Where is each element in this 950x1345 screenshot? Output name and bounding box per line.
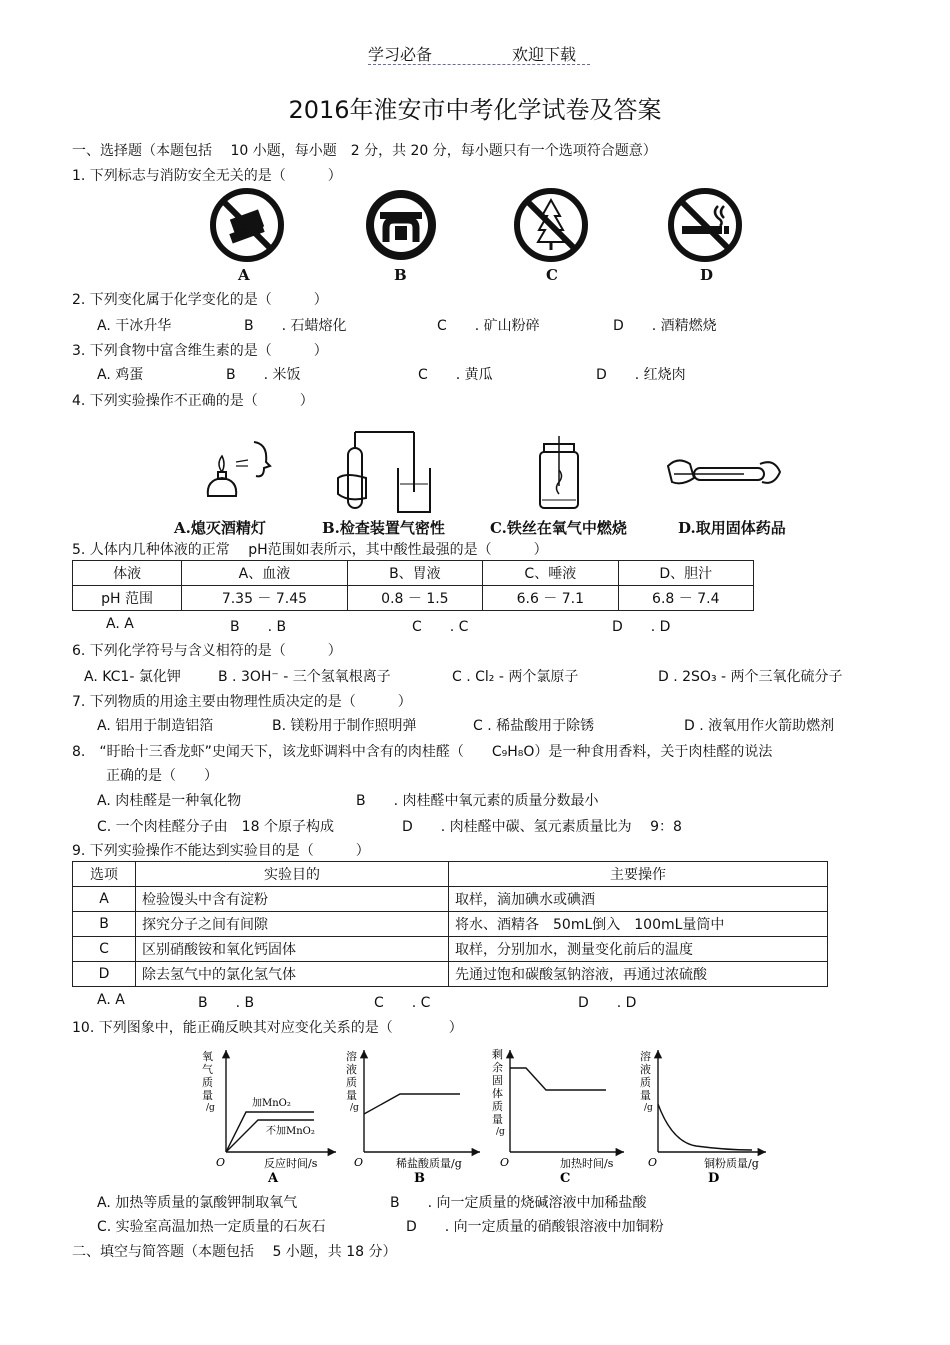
question-10-stem: 10. 下列图象中，能正确反映其对应变化关系的是（ ） bbox=[72, 1020, 463, 1036]
graph-d-xlabel: 铜粉质量/g bbox=[704, 1157, 759, 1170]
question-8-stem-cont: 正确的是（ ） bbox=[106, 768, 218, 784]
q7-option-b: B. 镁粉用于制作照明弹 bbox=[272, 718, 417, 734]
graph-c-ylabel-1: 剩 bbox=[492, 1048, 503, 1061]
table-cell: B bbox=[73, 912, 136, 937]
no-smoking-icon bbox=[666, 186, 744, 264]
graph-b-origin: O bbox=[354, 1156, 364, 1169]
sign-label-d: D bbox=[700, 266, 714, 284]
table-cell: pH 范围 bbox=[73, 586, 182, 611]
table-cell: 6.6 － 7.1 bbox=[483, 586, 618, 611]
graph-a-ylabel-5: /g bbox=[206, 1103, 215, 1113]
q8-option-a: A. 肉桂醛是一种氧化物 bbox=[97, 793, 242, 809]
q2-option-c: C . 矿山粉碎 bbox=[437, 318, 540, 334]
sign-label-a: A bbox=[238, 266, 250, 284]
question-6-stem: 6. 下列化学符号与含义相符的是（ ） bbox=[72, 643, 342, 659]
graph-b-letter: B bbox=[414, 1171, 425, 1186]
q10-option-b: B . 向一定质量的烧碱溶液中加稀盐酸 bbox=[390, 1195, 647, 1211]
q6-option-d: D . 2SO₃ - 两个三氧化硫分子 bbox=[658, 669, 843, 685]
q3-option-a: A. 鸡蛋 bbox=[97, 367, 144, 383]
question-5-stem: 5. 人体内几种体液的正常 pH范围如表所示，其中酸性最强的是（ ） bbox=[72, 542, 548, 558]
q5-option-b: B . B bbox=[230, 619, 287, 635]
q10-option-d: D . 向一定质量的硝酸银溶液中加铜粉 bbox=[406, 1219, 664, 1235]
q9-option-c: C . C bbox=[374, 995, 431, 1011]
graph-c-line bbox=[510, 1068, 606, 1090]
table-cell: D bbox=[73, 962, 136, 987]
table-row bbox=[73, 887, 828, 912]
q2-option-a: A. 干冰升华 bbox=[97, 318, 172, 334]
q4-label-b: B.检查装置气密性 bbox=[322, 519, 445, 537]
table-header-cell: A、血液 bbox=[182, 561, 347, 586]
iron-wire-burning-icon bbox=[534, 436, 584, 512]
graph-a-line1-label: 加MnO₂ bbox=[252, 1098, 291, 1109]
graph-a-xlabel: 反应时间/s bbox=[264, 1157, 318, 1170]
q9-option-d: D . D bbox=[578, 995, 637, 1011]
graph-c-ylabel-7: /g bbox=[496, 1127, 505, 1137]
airtightness-check-icon bbox=[318, 428, 438, 518]
graph-b-ylabel-1: 溶 bbox=[346, 1050, 357, 1063]
q3-option-b: B . 米饭 bbox=[226, 367, 301, 383]
q9-option-b: B . B bbox=[198, 995, 255, 1011]
header-right: 欢迎下载 bbox=[512, 45, 577, 64]
graph-d-letter: D bbox=[708, 1171, 720, 1186]
graph-a-line2-label: 不加MnO₂ bbox=[266, 1126, 315, 1137]
table-header-row bbox=[73, 862, 828, 887]
graph-c-ylabel-5: 质 bbox=[492, 1100, 503, 1113]
solid-drug-taking-icon bbox=[664, 442, 784, 502]
graph-d-ylabel-2: 液 bbox=[640, 1063, 651, 1076]
graph-c-ylabel-2: 余 bbox=[492, 1061, 503, 1074]
graph-a-origin: O bbox=[216, 1156, 226, 1169]
alcohol-lamp-blow-icon bbox=[196, 434, 286, 514]
graph-b-line bbox=[364, 1094, 460, 1114]
graph-b-ylabel-4: 量 bbox=[346, 1089, 357, 1102]
table-cell: 取样，分别加水，测量变化前后的温度 bbox=[449, 937, 828, 962]
q7-option-c: C . 稀盐酸用于除锈 bbox=[473, 718, 595, 734]
table-cell: 除去氢气中的氯化氢气体 bbox=[136, 962, 449, 987]
graph-a-ylabel-3: 质 bbox=[202, 1076, 213, 1089]
table-row bbox=[73, 912, 828, 937]
q9-option-a: A. A bbox=[97, 992, 125, 1008]
graph-c-xlabel: 加热时间/s bbox=[560, 1157, 614, 1170]
graph-b-ylabel-2: 液 bbox=[346, 1063, 357, 1076]
table-cell: 先通过饱和碳酸氢钠溶液，再通过浓硫酸 bbox=[449, 962, 828, 987]
water-saving-icon bbox=[362, 186, 440, 264]
header-left: 学习必备 bbox=[368, 45, 433, 64]
table-header-cell: 主要操作 bbox=[449, 862, 828, 887]
no-fireworks-icon bbox=[208, 186, 286, 264]
section-2-heading: 二、填空与简答题（本题包括 5 小题，共 18 分） bbox=[72, 1244, 397, 1260]
q4-label-d: D.取用固体药品 bbox=[678, 519, 786, 537]
graph-c-letter: C bbox=[560, 1171, 571, 1186]
q5-option-c: C . C bbox=[412, 619, 469, 635]
table-cell: 区别硝酸铵和氧化钙固体 bbox=[136, 937, 449, 962]
q7-option-a: A. 铝用于制造铝箔 bbox=[97, 718, 214, 734]
q5-option-a: A. A bbox=[106, 616, 134, 632]
q2-option-d: D . 酒精燃烧 bbox=[613, 318, 717, 334]
table-cell: A bbox=[73, 887, 136, 912]
graph-d bbox=[640, 1049, 766, 1186]
graph-b-ylabel-5: /g bbox=[350, 1103, 359, 1113]
graph-d-line bbox=[658, 1104, 752, 1150]
question-8-stem: 8. “盱眙十三香龙虾”史闻天下，该龙虾调料中含有的肉桂醛（ C₉H₈O）是一种食用香料，关于肉桂醛的说法 bbox=[72, 744, 773, 760]
question-7-stem: 7. 下列物质的用途主要由物理性质决定的是（ ） bbox=[72, 694, 412, 710]
table-cell: 0.8 － 1.5 bbox=[347, 586, 482, 611]
question-3-stem: 3. 下列食物中富含维生素的是（ ） bbox=[72, 343, 328, 359]
table-cell: 检验馒头中含有淀粉 bbox=[136, 887, 449, 912]
q6-option-a: A. KC1- 氯化钾 bbox=[84, 669, 181, 685]
table-header-cell: 体液 bbox=[73, 561, 182, 586]
q5-option-d: D . D bbox=[612, 619, 671, 635]
q3-option-c: C . 黄瓜 bbox=[418, 367, 493, 383]
q6-option-b: B . 3OH⁻ - 三个氢氧根离子 bbox=[218, 669, 391, 685]
q4-label-a: A.熄灭酒精灯 bbox=[174, 519, 266, 537]
q10-option-c: C. 实验室高温加热一定质量的石灰石 bbox=[97, 1219, 326, 1235]
graph-c-ylabel-3: 固 bbox=[492, 1074, 503, 1087]
table-header-cell: 实验目的 bbox=[136, 862, 449, 887]
q7-option-d: D . 液氧用作火箭助燃剂 bbox=[684, 718, 835, 734]
table-row bbox=[73, 937, 828, 962]
header-divider bbox=[368, 64, 590, 65]
section-1-heading: 一、选择题（本题包括 10 小题，每小题 2 分，共 20 分，每小题只有一个选项符合题意） bbox=[72, 143, 657, 159]
graph-a bbox=[202, 1049, 336, 1186]
graph-b-ylabel-3: 质 bbox=[346, 1076, 357, 1089]
table-header-cell: D、胆汁 bbox=[618, 561, 753, 586]
sign-label-c: C bbox=[546, 266, 558, 284]
sign-label-b: B bbox=[394, 266, 407, 284]
graph-c-ylabel-4: 体 bbox=[492, 1087, 503, 1100]
table-header-cell: B、胃液 bbox=[347, 561, 482, 586]
q10-graphs bbox=[196, 1046, 776, 1186]
page-title: 2016年淮安市中考化学试卷及答案 bbox=[288, 96, 662, 124]
graph-c-origin: O bbox=[500, 1156, 510, 1169]
q4-label-c: C.铁丝在氧气中燃烧 bbox=[490, 519, 627, 537]
table-cell: C bbox=[73, 937, 136, 962]
q10-option-a: A. 加热等质量的氯酸钾制取氧气 bbox=[97, 1195, 298, 1211]
table-cell: 探究分子之间有间隙 bbox=[136, 912, 449, 937]
q6-option-c: C . Cl₂ - 两个氯原子 bbox=[452, 669, 579, 685]
graph-b bbox=[346, 1049, 480, 1186]
q3-option-d: D . 红烧肉 bbox=[596, 367, 686, 383]
graph-a-ylabel-4: 量 bbox=[202, 1089, 213, 1102]
graph-d-ylabel-1: 溶 bbox=[640, 1050, 651, 1063]
graph-a-ylabel-2: 气 bbox=[202, 1063, 213, 1076]
table-cell: 6.8 － 7.4 bbox=[618, 586, 753, 611]
table-row bbox=[73, 962, 828, 987]
q2-option-b: B . 石蜡熔化 bbox=[244, 318, 347, 334]
table-header-cell: 选项 bbox=[73, 862, 136, 887]
q9-experiment-table bbox=[72, 861, 828, 987]
table-cell: 将水、酒精各 50mL倒入 100mL量筒中 bbox=[449, 912, 828, 937]
table-cell: 7.35 － 7.45 bbox=[182, 586, 347, 611]
graph-d-ylabel-4: 量 bbox=[640, 1089, 651, 1102]
q5-ph-table bbox=[72, 560, 754, 611]
q8-option-c: C. 一个肉桂醛分子由 18 个原子构成 bbox=[97, 819, 334, 835]
question-9-stem: 9. 下列实验操作不能达到实验目的是（ ） bbox=[72, 843, 370, 859]
graph-a-ylabel-1: 氧 bbox=[202, 1050, 213, 1063]
q8-option-d: D . 肉桂醛中碳、氢元素质量比为 9：8 bbox=[402, 819, 682, 835]
graph-d-origin: O bbox=[648, 1156, 658, 1169]
graph-c bbox=[492, 1047, 624, 1186]
question-4-stem: 4. 下列实验操作不正确的是（ ） bbox=[72, 393, 314, 409]
graph-c-ylabel-6: 量 bbox=[492, 1113, 503, 1126]
table-cell: 取样，滴加碘水或碘酒 bbox=[449, 887, 828, 912]
graph-d-ylabel-5: /g bbox=[644, 1103, 653, 1113]
no-tree-cutting-icon bbox=[512, 186, 590, 264]
question-2-stem: 2. 下列变化属于化学变化的是（ ） bbox=[72, 292, 328, 308]
graph-d-ylabel-3: 质 bbox=[640, 1076, 651, 1089]
graph-a-letter: A bbox=[268, 1171, 279, 1186]
q8-option-b: B . 肉桂醛中氧元素的质量分数最小 bbox=[356, 793, 599, 809]
table-header-row bbox=[73, 561, 754, 586]
table-row bbox=[73, 586, 754, 611]
question-1-stem: 1. 下列标志与消防安全无关的是（ ） bbox=[72, 168, 342, 184]
table-header-cell: C、唾液 bbox=[483, 561, 618, 586]
graph-b-xlabel: 稀盐酸质量/g bbox=[396, 1157, 462, 1170]
